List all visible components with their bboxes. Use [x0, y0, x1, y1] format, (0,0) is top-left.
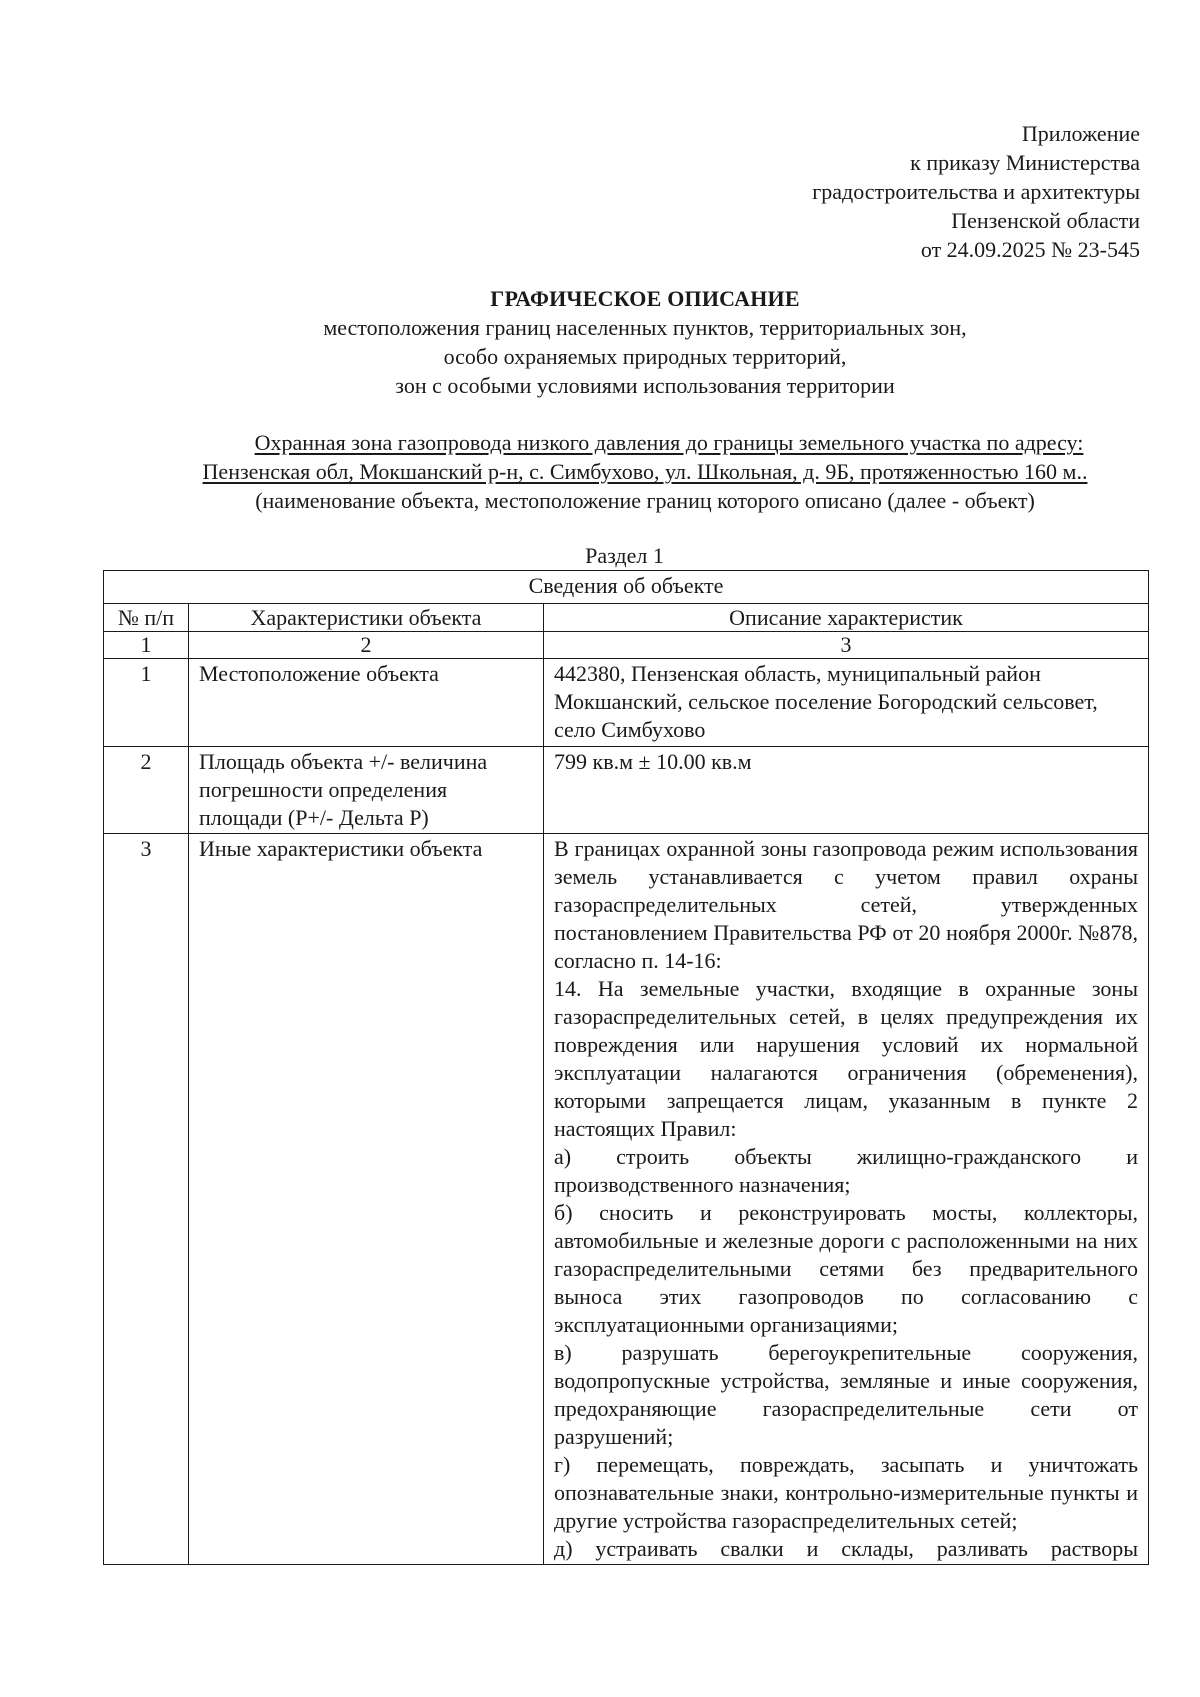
- column-number: 2: [189, 632, 544, 659]
- table-header-row: [104, 604, 1149, 632]
- regulation-item: б) сносить и реконструировать мосты, коллекторы, автомобильные и железные дороги с расположенными на них газораспределительными сетями без предварительного выноса этих газопроводов по согласованию с эксплуатационными организациями;: [554, 1200, 1138, 1337]
- table-row: [104, 834, 1149, 1565]
- row-characteristic: Площадь объекта +/- величина погрешности определения площади (Р+/- Дельта Р): [189, 747, 544, 834]
- table-row: [104, 659, 1149, 747]
- regulation-item: в) разрушать берегоукрепительные сооружения, водопропускные устройства, земляные и иные сооружения, предохраняющие газораспределительные сети от разрушений;: [554, 1340, 1138, 1449]
- header-number: № п/п: [104, 604, 189, 632]
- row-description: 442380, Пензенская область, муниципальный район Мокшанский, сельское поселение Богородский сельсовет, село Симбухово: [544, 659, 1149, 747]
- document-subtitle-line: местоположения границ населенных пунктов, территориальных зон,: [323, 315, 967, 340]
- object-address-line: Пензенская обл, Мокшанский р-н, с. Симбухово, ул. Школьная, д. 9Б, протяженностью 160 м..: [202, 459, 1088, 484]
- document-title: ГРАФИЧЕСКОЕ ОПИСАНИЕ: [490, 286, 800, 311]
- table-title: Сведения об объекте: [104, 571, 1149, 604]
- section-label: Раздел 1: [585, 543, 664, 568]
- document-subtitle-line: зон с особыми условиями использования территории: [395, 373, 895, 398]
- regulation-item: а) строить объекты жилищно-гражданского и производственного назначения;: [554, 1144, 1138, 1197]
- column-number-row: [104, 632, 1149, 659]
- column-number: 3: [544, 632, 1149, 659]
- appendix-order-date: от 24.09.2025 № 23-545: [920, 237, 1140, 262]
- object-info-table: [103, 570, 1149, 1565]
- table-row: [104, 747, 1149, 834]
- regulation-paragraph: В границах охранной зоны газопровода режим использования земель устанавливается с учетом правил охраны газораспределительных сетей, утвержденных постановлением Правительства РФ от 20 ноября 2000г. №878, согласно п. 14-16:: [554, 836, 1138, 973]
- object-caption: (наименование объекта, местоположение границ которого описано (далее - объект): [255, 488, 1035, 513]
- row-characteristic: Местоположение объекта: [189, 659, 544, 747]
- appendix-line: Приложение: [1021, 121, 1140, 146]
- appendix-line: градостроительства и архитектуры: [812, 179, 1140, 204]
- document-title-block: [120, 284, 1170, 400]
- regulation-item: д) устраивать свалки и склады, разливать растворы: [554, 1536, 1138, 1561]
- regulation-item: г) перемещать, повреждать, засыпать и уничтожать опознавательные знаки, контрольно-измерительные пункты и другие устройства газораспределительных сетей;: [554, 1452, 1138, 1533]
- appendix-line: Пензенской области: [951, 208, 1140, 233]
- table-title-row: [104, 571, 1149, 604]
- regulation-paragraph: 14. На земельные участки, входящие в охранные зоны газораспределительных сетей, в целях предупреждения их повреждения или нарушения условий их нормальной эксплуатации налагаются ограничения (обременения), которыми запрещается лицам, указанным в пункте 2 настоящих Правил:: [554, 976, 1138, 1141]
- column-number: 1: [104, 632, 189, 659]
- object-name-block: [120, 428, 1170, 515]
- appendix-line: к приказу Министерства: [910, 150, 1140, 175]
- row-characteristic: Иные характеристики объекта: [189, 834, 544, 1565]
- row-description-regulations: [544, 834, 1149, 1565]
- object-name-line: Охранная зона газопровода низкого давления до границы земельного участка по адресу:: [254, 430, 1084, 455]
- header-description: Описание характеристик: [544, 604, 1149, 632]
- row-number: 3: [104, 834, 189, 1565]
- header-characteristic: Характеристики объекта: [189, 604, 544, 632]
- appendix-header: [812, 119, 1140, 264]
- row-number: 1: [104, 659, 189, 747]
- row-number: 2: [104, 747, 189, 834]
- row-description: 799 кв.м ± 10.00 кв.м: [544, 747, 1149, 834]
- document-subtitle-line: особо охраняемых природных территорий,: [443, 344, 847, 369]
